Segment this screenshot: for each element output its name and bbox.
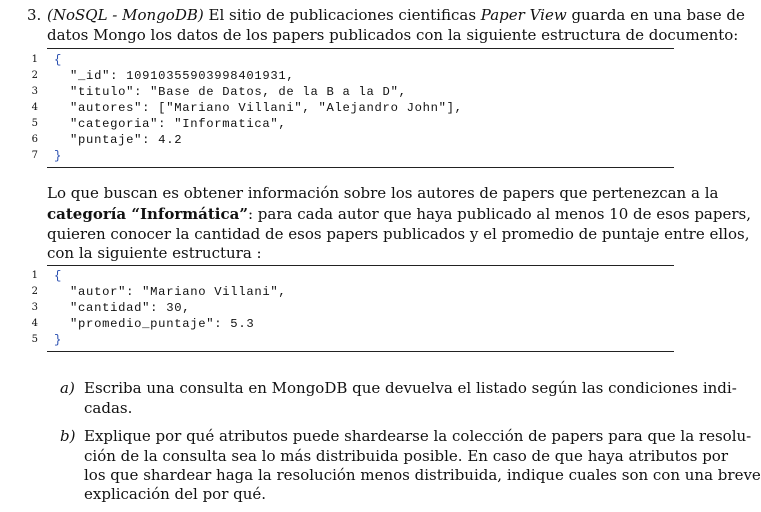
line-number: 2	[31, 70, 38, 81]
topic-label: (NoSQL - MongoDB)	[47, 6, 204, 24]
para2-line-2: categoría “Informática”: para cada autor que haya publicado al menos 10 de esos papers,	[47, 205, 751, 223]
para2-line-3: quieren conocer la cantidad de esos papers publicados y el promedio de puntaje entre ellos,	[47, 225, 750, 243]
line-number: 7	[31, 150, 38, 161]
code-line: "promedio_puntaje": 5.3	[54, 317, 255, 331]
code-line: "titulo": "Base de Datos, de la B a la D",	[54, 85, 407, 99]
item-b-line-3: los que shardear haga la resolución menos distribuida, indique cuales son con una breve	[84, 466, 761, 484]
code-line: }	[54, 333, 63, 347]
line-number: 1	[31, 54, 38, 65]
para2-line-4: con la siguiente estructura :	[47, 244, 262, 262]
code-line: "autores": ["Mariano Villani", "Alejandro John"],	[54, 101, 463, 115]
line-number: 4	[31, 102, 38, 113]
line-number: 1	[31, 270, 38, 281]
line-number: 5	[31, 118, 38, 129]
line-number: 3	[31, 86, 38, 97]
item-b-line-4: explicación del por qué.	[84, 485, 267, 503]
code-block-2-top-rule	[47, 265, 674, 266]
question-number: 3.	[27, 6, 42, 24]
item-b-label: b)	[60, 427, 76, 445]
question-intro-line-1: (NoSQL - MongoDB) El sitio de publicaciones cientificas Paper View guarda en una base de	[47, 6, 745, 24]
code-line: "_id": 10910355903998401931,	[54, 69, 295, 83]
item-a-label: a)	[60, 379, 75, 397]
item-a-line-2: cadas.	[84, 399, 133, 417]
item-b-line-1: Explique por qué atributos puede shardearse la colección de papers para que la resolu-	[84, 427, 752, 445]
line-number: 6	[31, 134, 38, 145]
code-line: }	[54, 149, 63, 163]
code-block-2-bottom-rule	[47, 351, 674, 352]
code-line: "categoria": "Informatica",	[54, 117, 287, 131]
code-line: "puntaje": 4.2	[54, 133, 183, 147]
line-number: 2	[31, 286, 38, 297]
para2-line-1: Lo que buscan es obtener información sobre los autores de papers que pertenezcan a la	[47, 184, 719, 202]
code-line: "autor": "Mariano Villani",	[54, 285, 287, 299]
category-highlight: categoría “Informática”	[47, 205, 248, 223]
code-line: "cantidad": 30,	[54, 301, 191, 315]
question-intro-line-2: datos Mongo los datos de los papers publicados con la siguiente estructura de documento:	[47, 26, 739, 44]
line-number: 5	[31, 334, 38, 345]
item-a-line-1: Escriba una consulta en MongoDB que devuelva el listado según las condiciones indi-	[84, 379, 737, 397]
code-line: {	[54, 53, 63, 67]
code-block-1-top-rule	[47, 48, 674, 49]
line-number: 4	[31, 318, 38, 329]
code-block-1-bottom-rule	[47, 167, 674, 168]
site-name: Paper View	[480, 6, 567, 24]
code-line: {	[54, 269, 63, 283]
line-number: 3	[31, 302, 38, 313]
item-b-line-2: ción de la consulta sea lo más distribuida posible. En caso de que haya atributos por	[84, 447, 729, 465]
